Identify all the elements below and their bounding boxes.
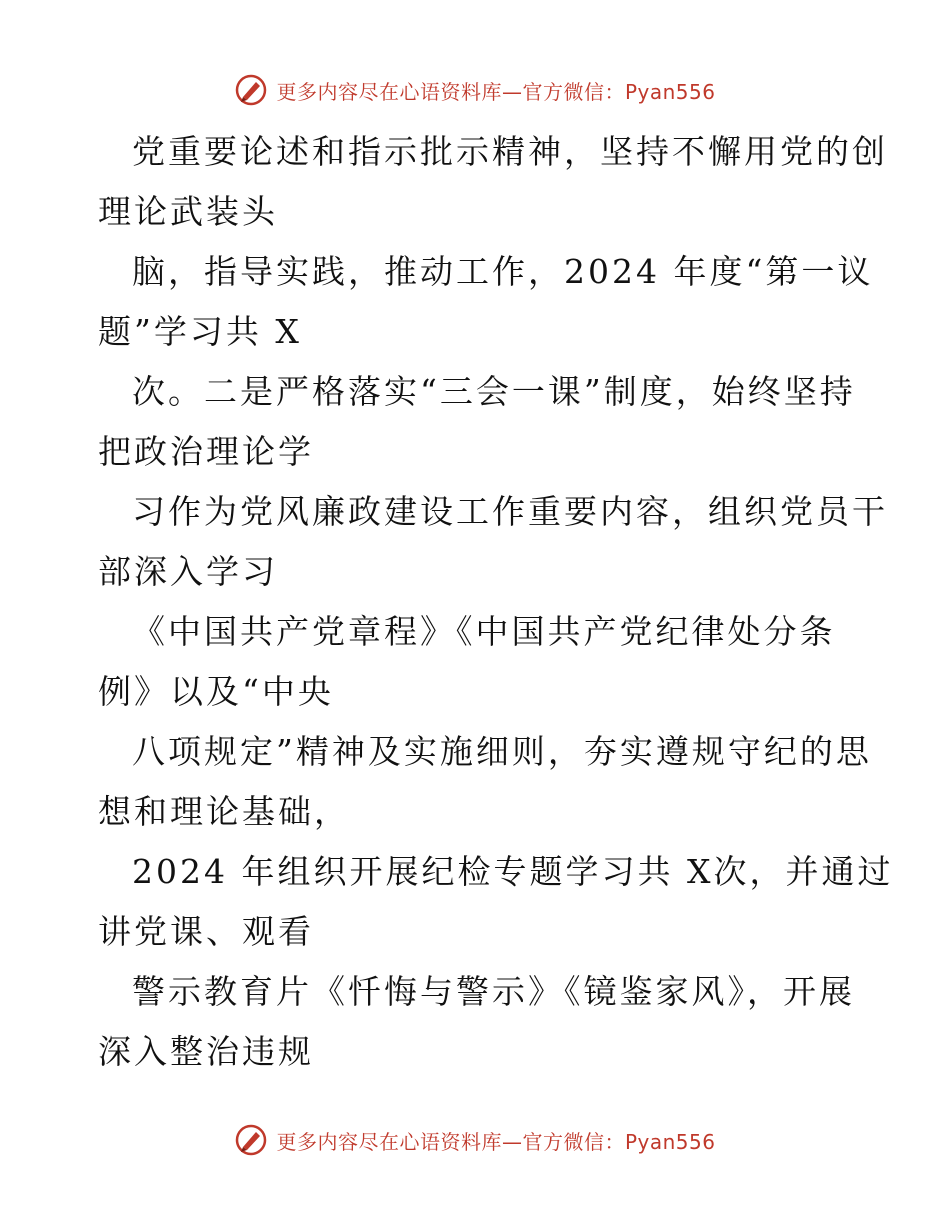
line: 例》以及“中央 <box>98 672 334 711</box>
paragraph <box>98 122 888 242</box>
paragraph <box>98 242 874 362</box>
header-watermark <box>0 70 950 110</box>
brand-logo-icon <box>234 1123 268 1157</box>
line: 警示教育片《忏悔与警示》《镜鉴家风》，开展 <box>132 972 855 1011</box>
paragraph <box>98 362 858 482</box>
footer-watermark <box>0 1120 950 1160</box>
paragraph <box>98 842 894 962</box>
line: 想和理论基础， <box>98 792 350 831</box>
line: 八项规定”精神及实施细则，夯实遵规守纪的思 <box>132 732 872 771</box>
line: 2024 年组织开展纪检专题学习共 X次，并通过 <box>132 852 894 891</box>
brand-logo-icon <box>234 73 268 107</box>
line: 习作为党风廉政建设工作重要内容，组织党员干 <box>132 492 888 531</box>
paragraph <box>98 482 888 602</box>
paragraph <box>98 602 858 722</box>
line: 理论武装头 <box>98 192 278 231</box>
document-body <box>98 122 894 1082</box>
paragraph <box>98 722 872 842</box>
line: 党重要论述和指示批示精神，坚持不懈用党的创 <box>132 132 888 171</box>
watermark-text: 更多内容尽在心语资料库—官方微信：Pyan556 <box>276 79 716 104</box>
line: 把政治理论学 <box>98 432 314 471</box>
line: 次。二是严格落实“三会一课”制度，始终坚持 <box>132 372 856 411</box>
line: 讲党课、观看 <box>98 912 314 951</box>
line: 题”学习共 X <box>98 312 302 351</box>
line: 脑，指导实践，推动工作，2024 年度“第一议 <box>132 252 874 291</box>
line: 部深入学习 <box>98 552 278 591</box>
line: 深入整治违规 <box>98 1032 314 1071</box>
paragraph <box>98 962 858 1082</box>
watermark-text: 更多内容尽在心语资料库—官方微信：Pyan556 <box>276 1129 716 1154</box>
line: 《中国共产党章程》《中国共产党纪律处分条 <box>132 612 836 651</box>
